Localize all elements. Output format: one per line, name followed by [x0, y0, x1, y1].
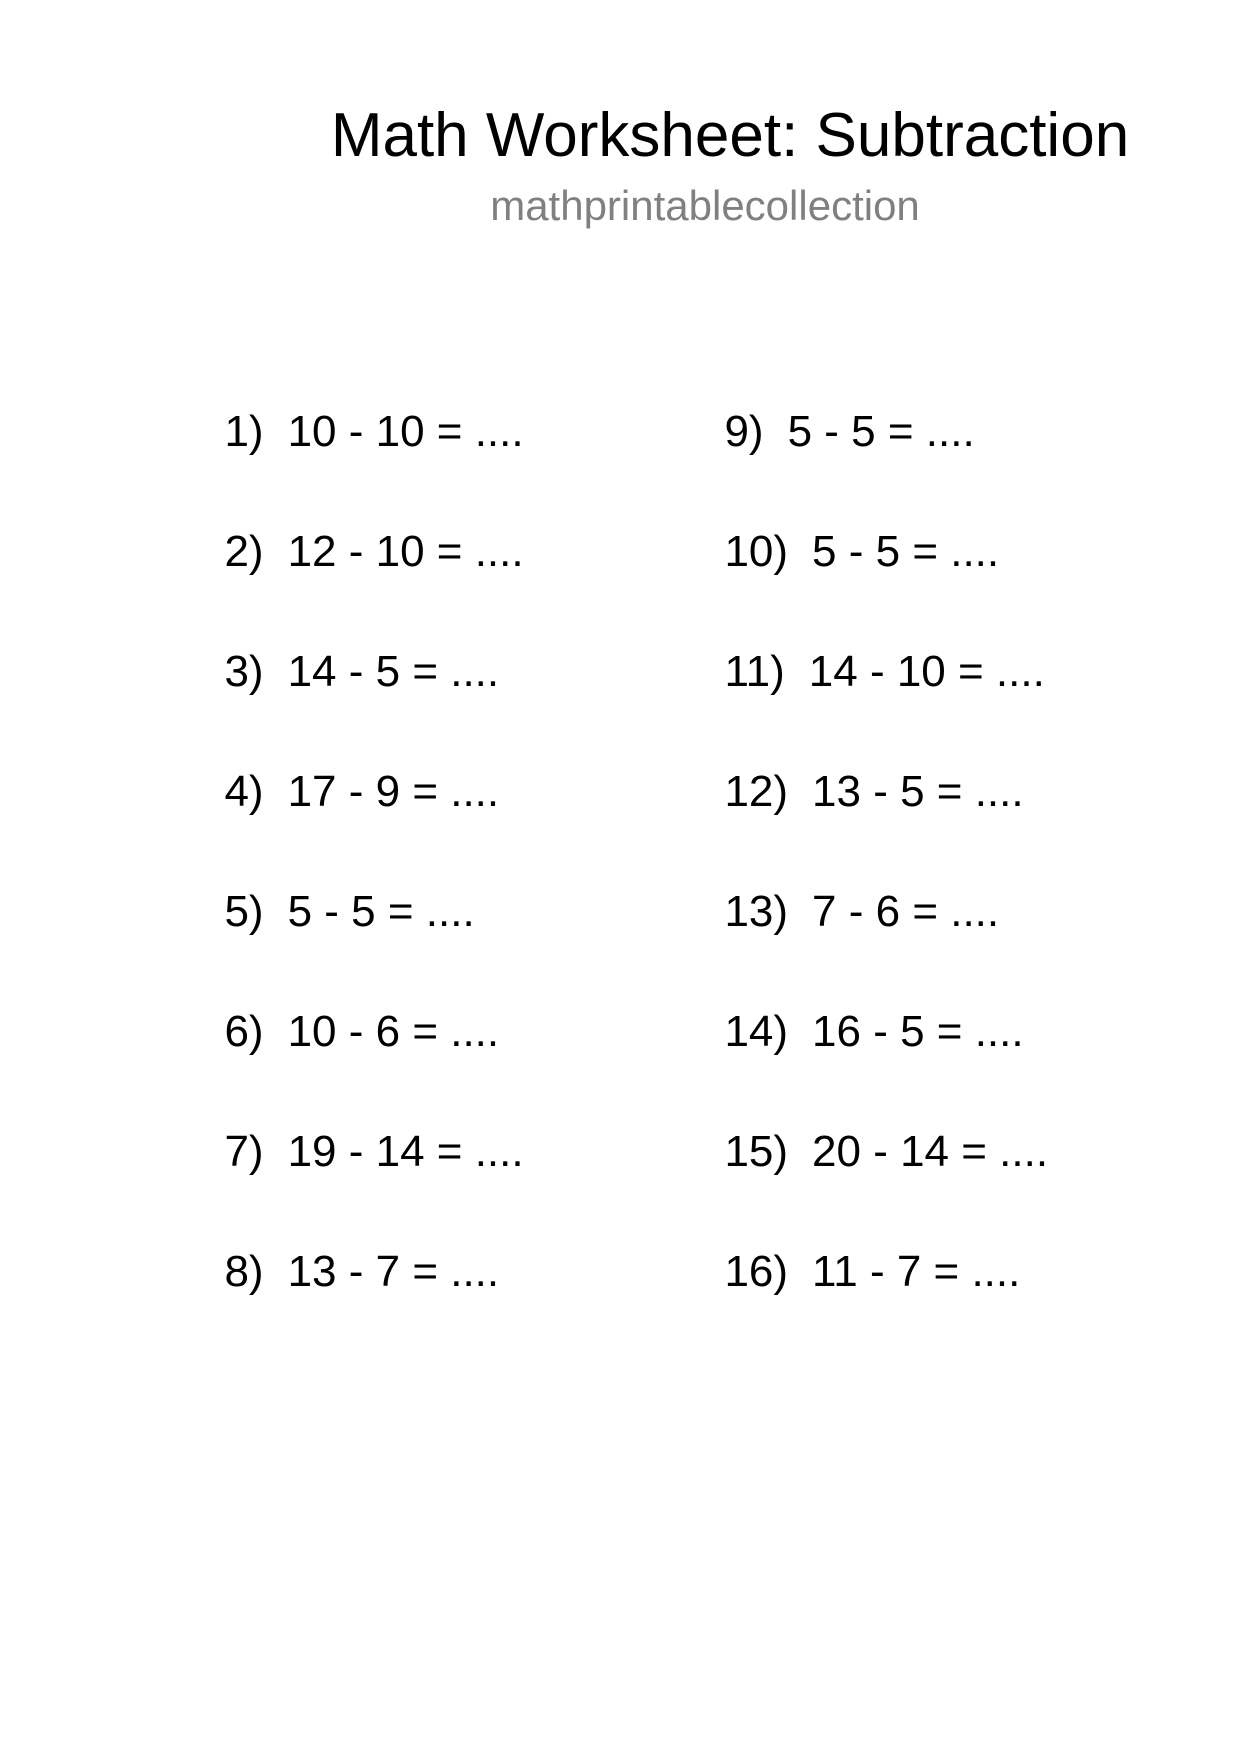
problem-number: 7): [224, 1127, 264, 1176]
problem-9: [700, 348, 975, 460]
problem-number: 12): [724, 767, 789, 816]
problem-16: [700, 1188, 1020, 1300]
problem-expression: 19 - 14 = ....: [287, 1127, 524, 1176]
problem-number: 1): [224, 407, 264, 456]
problem-3: [200, 588, 499, 700]
problem-expression: 5 - 5 = ....: [812, 527, 1000, 576]
problem-12: [700, 708, 1024, 820]
problem-expression: 14 - 10 = ....: [808, 647, 1045, 696]
problem-expression: 14 - 5 = ....: [287, 647, 500, 696]
problem-number: 6): [224, 1007, 264, 1056]
problem-expression: 17 - 9 = ....: [287, 767, 500, 816]
problem-number: 5): [224, 887, 264, 936]
problem-expression: 5 - 5 = ....: [787, 407, 975, 456]
problem-expression: 7 - 6 = ....: [812, 887, 1000, 936]
problem-number: 3): [224, 647, 264, 696]
problem-expression: 20 - 14 = ....: [812, 1127, 1049, 1176]
problem-6: [200, 948, 499, 1060]
problem-expression: 10 - 6 = ....: [287, 1007, 500, 1056]
problem-1: [200, 348, 524, 460]
problem-13: [700, 828, 999, 940]
problem-number: 13): [724, 887, 789, 936]
problem-expression: 11 - 7 = ....: [812, 1247, 1021, 1296]
problem-8: [200, 1188, 499, 1300]
problem-expression: 10 - 10 = ....: [287, 407, 524, 456]
problem-expression: 13 - 5 = ....: [812, 767, 1024, 816]
problem-number: 9): [724, 407, 764, 456]
problem-number: 11): [724, 647, 785, 696]
problem-number: 15): [724, 1127, 789, 1176]
problem-number: 10): [724, 527, 789, 576]
problem-4: [200, 708, 499, 820]
problem-5: [200, 828, 475, 940]
problem-14: [700, 948, 1024, 1060]
problem-15: [700, 1068, 1048, 1180]
problem-expression: 12 - 10 = ....: [287, 527, 524, 576]
problem-11: [700, 588, 1045, 700]
problem-expression: 16 - 5 = ....: [812, 1007, 1024, 1056]
page-title: Math Worksheet: Subtraction: [330, 101, 1130, 170]
problem-7: [200, 1068, 524, 1180]
problem-number: 8): [224, 1247, 264, 1296]
problem-number: 2): [224, 527, 264, 576]
problem-expression: 13 - 7 = ....: [287, 1247, 500, 1296]
problem-number: 4): [224, 767, 264, 816]
problem-number: 14): [724, 1007, 789, 1056]
problem-expression: 5 - 5 = ....: [287, 887, 475, 936]
problem-2: [200, 468, 524, 580]
problem-number: 16): [724, 1247, 789, 1296]
problem-10: [700, 468, 999, 580]
page-subtitle: mathprintablecollection: [490, 182, 920, 229]
